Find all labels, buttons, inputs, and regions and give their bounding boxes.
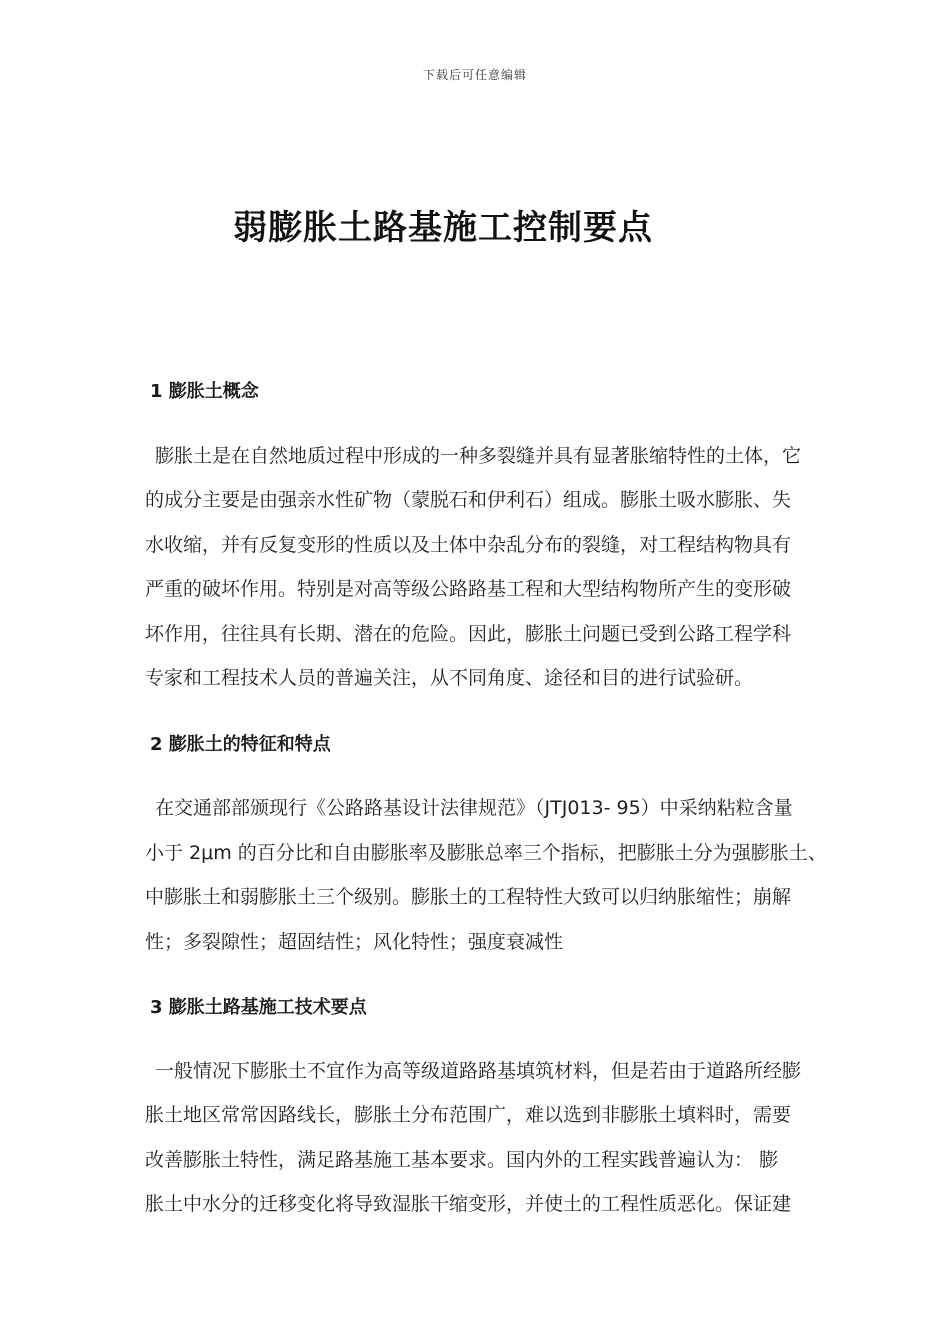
paragraph-line: 坏作用，往往具有长期、潜在的危险。因此，膨胀土问题已受到公路工程学科 [145,623,792,645]
paragraph-line: 性；多裂隙性；超固结性；风化特性；强度衰减性 [145,931,564,953]
paragraph-line: 一般情况下膨胀土不宜作为高等级道路路基填筑材料，但是若由于道路所经膨 [155,1060,802,1082]
paragraph-line: 严重的破坏作用。特别是对高等级公路路基工程和大型结构物所产生的变形破 [145,578,792,600]
paragraph-line: 中膨胀土和弱膨胀土三个级别。膨胀土的工程特性大致可以归纳胀缩性；崩解 [145,886,792,908]
section-heading-1: 1 膨胀土概念 [150,381,259,402]
paragraph-line: 的成分主要是由强亲水性矿物（蒙脱石和伊利石）组成。膨胀土吸水膨胀、失 [145,489,792,511]
paragraph-line: 膨胀土是在自然地质过程中形成的一种多裂缝并具有显著胀缩特性的土体，它 [155,445,802,467]
page-header: 下载后可任意编辑 [422,68,527,82]
section-heading-2: 2 膨胀土的特征和特点 [150,734,331,755]
document-title: 弱膨胀土路基施工控制要点 [233,208,653,248]
paragraph-line: 胀土中水分的迁移变化将导致湿胀干缩变形，并使土的工程性质恶化。保证建 [145,1193,792,1215]
paragraph-line: 小于 2μm 的百分比和自由膨胀率及膨胀总率三个指标，把膨胀土分为强膨胀土、 [145,842,827,864]
paragraph-line: 改善膨胀土特性，满足路基施工基本要求。国内外的工程实践普遍认为： 膨 [145,1149,779,1171]
paragraph-line: 专家和工程技术人员的普遍关注，从不同角度、途径和目的进行试验研。 [145,667,754,689]
paragraph-line: 水收缩，并有反复变形的性质以及土体中杂乱分布的裂缝，对工程结构物具有 [145,534,792,556]
section-heading-3: 3 膨胀土路基施工技术要点 [150,997,367,1018]
paragraph-line: 在交通部部颁现行《公路路基设计法律规范》（JTJ013- 95）中采纳粘粒含量 [155,797,793,819]
paragraph-line: 胀土地区常常因路线长，膨胀土分布范围广，难以选到非膨胀土填料时，需要 [145,1104,792,1126]
